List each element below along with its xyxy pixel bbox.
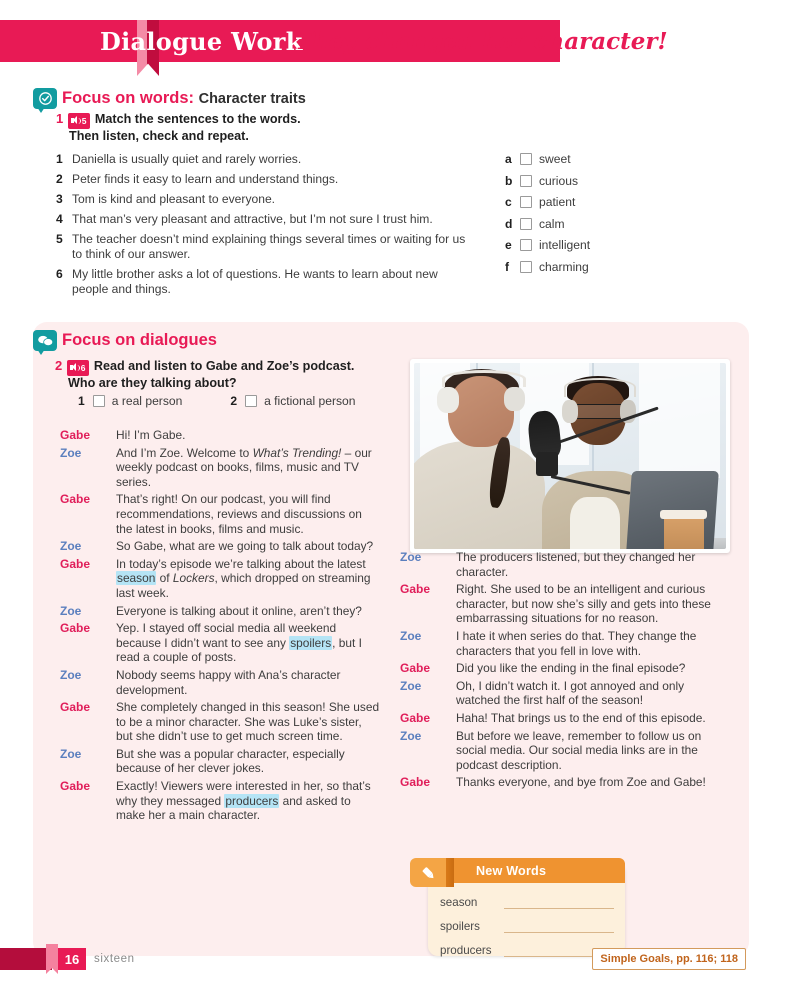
sentence-text: The teacher doesn’t mind explaining things several times or waiting for us to think of our answer. [72,232,466,261]
dialogue-line [400,679,730,708]
page-number-word: sixteen [94,953,135,965]
sentence-number: 6 [56,267,63,282]
word-letter: a [505,152,512,166]
word-label: intelligent [539,238,591,252]
word-label: charming [539,259,589,274]
word-letter: b [505,173,513,188]
dialogue-text: Did you like the ending in the final episode? [456,661,686,676]
dialogue-line [60,492,380,536]
sentence-row [56,267,476,296]
exercise-2-option [230,394,355,408]
dialogue-line [400,582,730,626]
sentence-text: Daniella is usually quiet and rarely worries. [72,152,302,166]
new-word-write-line[interactable] [504,919,614,933]
sentence-row [56,232,476,261]
option-gap [182,394,230,408]
section-heading-focus-on-dialogues [33,330,217,354]
dialogue-line [60,539,380,554]
option-label: a fictional person [264,394,356,408]
dialogue-speaker: Zoe [60,603,82,618]
dialogue-speaker: Zoe [400,678,422,693]
dialogue-text: So Gabe, what are we going to talk about today? [116,539,374,554]
dialogue-text: But before we leave, remember to follow us on social media. Our social media links are in the podcast description. [456,728,702,772]
pencil-icon [410,858,446,887]
sentence-text: That man’s very pleasant and attractive, but I’m not sure I trust him. [72,212,433,227]
sentence-number: 4 [56,212,63,227]
sentence-number: 3 [56,192,63,207]
unit-badge-label: Dialogue Work [100,26,303,56]
dialogue-column-right [400,550,730,793]
dialogue-speaker: Gabe [400,710,431,725]
dialogue-speaker: Gabe [60,621,91,636]
audio-button-track-6[interactable] [67,360,90,376]
section-title-text [62,88,306,109]
exercise-2-instruction-line-2: Who are they talking about? [68,375,237,390]
dialogue-speaker: Gabe [400,661,431,676]
dialogue-text: Exactly! Viewers were interested in her, so that’s why they messaged producers and asked to make her a main character. [116,779,371,823]
sentence-row [56,152,476,167]
footer-bar [0,948,52,970]
dialogue-text: And I’m Zoe. Welcome to What’s Trending! – our weekly podcast on books, films, music and TV series. [116,445,372,489]
option-label: a real person [111,394,183,408]
exercise-1-word-list [505,152,665,281]
dialogue-line [400,629,730,658]
dialogue-text: Right. She used to be an intelligent and curious character, but now she’s silly and gets into these embarrassing situations for no reason. [456,582,711,626]
option-number: 1 [78,394,85,408]
check-speech-bubble-icon [33,88,57,112]
dialogue-line [400,661,730,676]
dialogue-speaker: Zoe [60,746,82,761]
section-title-accent: Focus on words: [62,89,194,107]
sentence-row [56,192,476,207]
sentence-row [56,212,476,227]
section-title-dark: Character traits [198,91,306,107]
exercise-1-instruction [56,110,486,144]
dialogue-text: Thanks everyone, and bye from Zoe and Gabe! [456,775,706,790]
dialogue-line [60,779,380,823]
sentence-text: Peter finds it easy to learn and understand things. [72,172,339,187]
word-option-row [505,238,665,252]
exercise-2-number: 2 [55,358,63,373]
word-letter: c [505,195,512,209]
sentence-text: My little brother asks a lot of questions. He wants to learn about new people and things. [72,267,438,296]
dialogue-speaker: Zoe [400,628,422,643]
word-letter: d [505,216,513,231]
dialogue-text: In today’s episode we’re talking about the latest season of Lockers, which dropped on streaming last week. [116,556,371,600]
dialogue-speaker: Gabe [60,492,91,507]
word-checkbox[interactable] [520,196,532,208]
word-letter: e [505,238,512,252]
new-word-row [440,914,618,933]
new-word-row [440,890,618,909]
new-words-fold-icon [446,858,454,887]
new-words-title: New Words [476,864,547,878]
dialogue-text: Nobody seems happy with Ana’s character development. [116,667,341,697]
dialogue-text: Hi! I’m Gabe. [116,428,186,442]
reference-badge: Simple Goals, pp. 116; 118 [592,948,746,970]
word-checkbox[interactable] [520,261,532,273]
dialogue-line [60,557,380,601]
word-option-row [505,260,665,274]
dialogue-line [400,711,730,726]
dialogue-speaker: Gabe [60,779,91,794]
dialogue-text: Oh, I didn’t watch it. I got annoyed and only watched the first half of the season! [456,678,685,708]
word-checkbox[interactable] [520,175,532,187]
option-number: 2 [230,394,238,408]
podcast-photo [410,359,730,553]
dialogue-speaker: Gabe [400,775,431,790]
new-word-write-line[interactable] [504,895,614,909]
dialogue-column-left [60,428,380,826]
exercise-2-option [78,394,182,408]
word-checkbox[interactable] [520,239,532,251]
word-checkbox[interactable] [520,153,532,165]
dialogue-line [60,446,380,490]
dialogue-text: Haha! That brings us to the end of this episode. [456,710,706,725]
word-option-row [505,195,665,209]
speaker-icon [71,116,80,125]
dialogue-text: But she was a popular character, especially because of her clever jokes. [116,746,345,776]
word-option-row [505,174,665,188]
dialogue-speaker: Zoe [400,550,422,564]
section-title-text: Focus on dialogues [62,331,217,349]
dialogue-line [60,700,380,744]
exercise-1-instruction-line-2: Then listen, check and repeat. [69,128,249,143]
new-word-label: spoilers [440,920,480,933]
section-heading-focus-on-words [33,88,306,112]
word-letter: f [505,259,510,274]
dialogue-speaker: Gabe [60,700,91,715]
dialogue-text: The producers listened, but they changed her character. [456,550,696,579]
dialogue-speaker: Zoe [60,539,82,554]
speaker-icon [70,363,79,372]
new-words-box [428,862,625,956]
dialogue-speaker: Zoe [60,445,82,460]
audio-track-number: 5 [81,115,87,126]
dialogue-speaker: Zoe [400,728,422,743]
exercise-2-options [78,394,408,408]
dialogue-line [60,747,380,776]
dialogue-line [60,428,380,443]
dialogue-speech-bubble-icon [33,330,57,354]
option-checkbox[interactable] [93,395,105,407]
new-words-rows [440,890,618,962]
page-number: 16 [58,948,86,970]
exercise-2-instruction [55,357,385,391]
word-checkbox[interactable] [520,218,532,230]
audio-button-track-5[interactable] [68,113,91,129]
word-option-row [505,152,665,166]
exercise-2-instruction-line-1: Read and listen to Gabe and Zoe’s podcast. [93,359,355,373]
new-word-label: producers [440,944,492,957]
sentence-number: 2 [56,172,63,187]
exercise-1-sentence-list [56,152,476,302]
word-option-row [505,217,665,231]
dialogue-line [60,668,380,697]
dialogue-text: Everyone is talking about it online, aren’t they? [116,603,362,618]
dialogue-line [400,550,730,579]
dialogue-text: That’s right! On our podcast, you will find recommendations, reviews and discussions on the latest in books, films and music. [116,492,362,536]
dialogue-speaker: Gabe [60,556,91,571]
dialogue-line [400,729,730,773]
dialogue-line [60,604,380,619]
new-word-row [440,938,618,957]
dialogue-text: Yep. I stayed off social media all weekend because I didn’t want to see any spoilers, but I read a couple of posts. [116,621,362,665]
new-word-label: season [440,896,478,909]
audio-track-number: 6 [80,362,86,373]
sentence-text: Tom is kind and pleasant to everyone. [72,192,276,207]
exercise-1-instruction-line-1: Match the sentences to the words. [94,112,301,126]
footer-fold-icon [46,944,58,974]
sentence-row [56,172,476,187]
sentence-number: 5 [56,232,63,247]
word-label: patient [539,195,576,209]
sentence-number: 1 [56,152,63,166]
dialogue-speaker: Zoe [60,667,82,682]
word-label: sweet [539,152,571,166]
exercise-1-number: 1 [56,111,64,126]
word-label: curious [539,173,578,188]
word-label: calm [539,216,565,231]
dialogue-speaker: Gabe [400,582,431,597]
option-checkbox[interactable] [245,395,257,407]
dialogue-line [60,621,380,665]
dialogue-line [400,775,730,790]
dialogue-text: She completely changed in this season! She used to be a minor character. She was Luke’s sister, but she didn’t use to get much screen time. [116,700,380,744]
dialogue-text: I hate it when series do that. They change the characters that you fell in love with. [456,628,697,658]
dialogue-speaker: Gabe [60,428,91,442]
page-title: They changed her character! [295,27,668,55]
